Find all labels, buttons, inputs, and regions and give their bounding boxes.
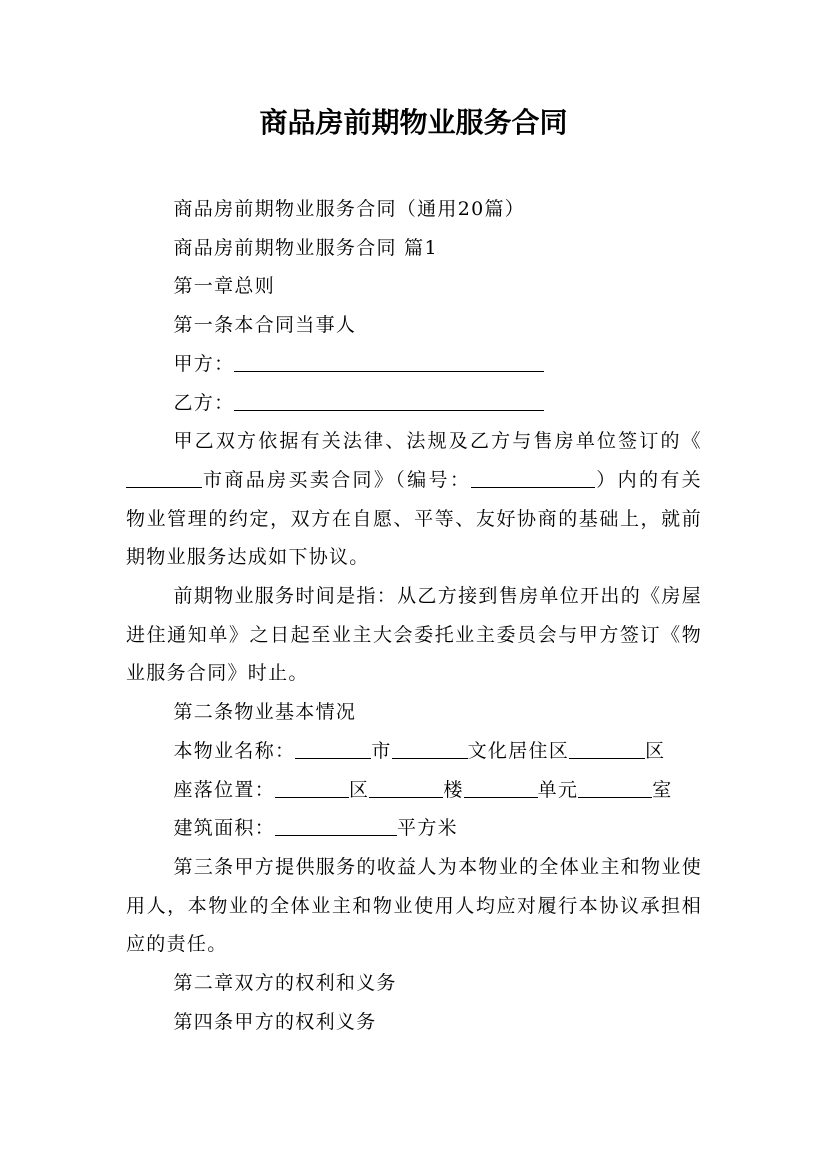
location-room-blank[interactable] <box>578 777 652 798</box>
location-unit-unit: 单元 <box>537 778 579 801</box>
chapter-1-heading: 第一章总则 <box>173 275 276 298</box>
contract-number-blank[interactable] <box>471 467 595 488</box>
property-city-unit: 市 <box>371 739 392 762</box>
property-name-line <box>126 732 702 771</box>
party-a-blank[interactable] <box>234 351 544 372</box>
article-3-paragraph: 第三条甲方提供服务的收益人为本物业的全体业主和物业使用人，本物业的全体业主和物业使用人均应对履行本协议承担相应的责任。 <box>126 855 702 956</box>
chapter-2-heading: 第二章双方的权利和义务 <box>173 972 397 995</box>
area-label: 建筑面积： <box>173 817 276 840</box>
article-1-heading: 第一条本合同当事人 <box>173 314 357 337</box>
contract-city-blank[interactable] <box>126 467 202 488</box>
property-area-blank[interactable] <box>392 738 468 759</box>
document-body <box>126 190 702 1041</box>
location-district-unit: 区 <box>349 778 370 801</box>
party-b-blank[interactable] <box>234 390 544 411</box>
area-line <box>126 809 702 848</box>
paragraph-basis-part-c: ）内的有关物业管理的约定，双方在自愿、平等、友好协商的基础上，就前期物业服务达成如下协议。 <box>126 468 702 569</box>
property-district-blank[interactable] <box>569 738 645 759</box>
location-line <box>126 771 702 810</box>
property-area-unit: 文化居住区 <box>467 739 570 762</box>
location-unit-blank[interactable] <box>464 777 538 798</box>
location-room-unit: 室 <box>652 778 673 801</box>
party-b-label: 乙方： <box>173 391 235 414</box>
article-2-heading: 第二条物业基本情况 <box>173 701 357 724</box>
paragraph-basis-part-a: 甲乙双方依据有关法律、法规及乙方与售房单位签订的《 <box>173 430 702 453</box>
location-district-blank[interactable] <box>275 777 349 798</box>
property-district-unit: 区 <box>645 739 666 762</box>
document-title: 商品房前期物业服务合同 <box>259 106 568 139</box>
party-a-line <box>126 345 702 384</box>
property-city-blank[interactable] <box>295 738 371 759</box>
location-building-blank[interactable] <box>369 777 443 798</box>
party-a-label: 甲方： <box>173 352 235 375</box>
area-unit: 平方米 <box>397 817 458 840</box>
location-building-unit: 楼 <box>443 778 464 801</box>
party-b-line <box>126 384 702 423</box>
heading-collection: 商品房前期物业服务合同（通用20篇） <box>173 198 526 220</box>
location-label: 座落位置： <box>173 778 276 801</box>
paragraph-basis-part-b: 市商品房买卖合同》（编号： <box>202 468 472 491</box>
heading-part: 商品房前期物业服务合同 篇1 <box>173 236 438 259</box>
property-name-label: 本物业名称： <box>173 739 296 762</box>
paragraph-service-period: 前期物业服务时间是指：从乙方接到售房单位开出的《房屋进住通知单》之日起至业主大会委托业主委员会与甲方签订《物业服务合同》时止。 <box>126 585 702 685</box>
article-4-heading: 第四条甲方的权利义务 <box>173 1010 377 1033</box>
paragraph-basis <box>126 422 702 577</box>
area-blank[interactable] <box>275 815 397 836</box>
